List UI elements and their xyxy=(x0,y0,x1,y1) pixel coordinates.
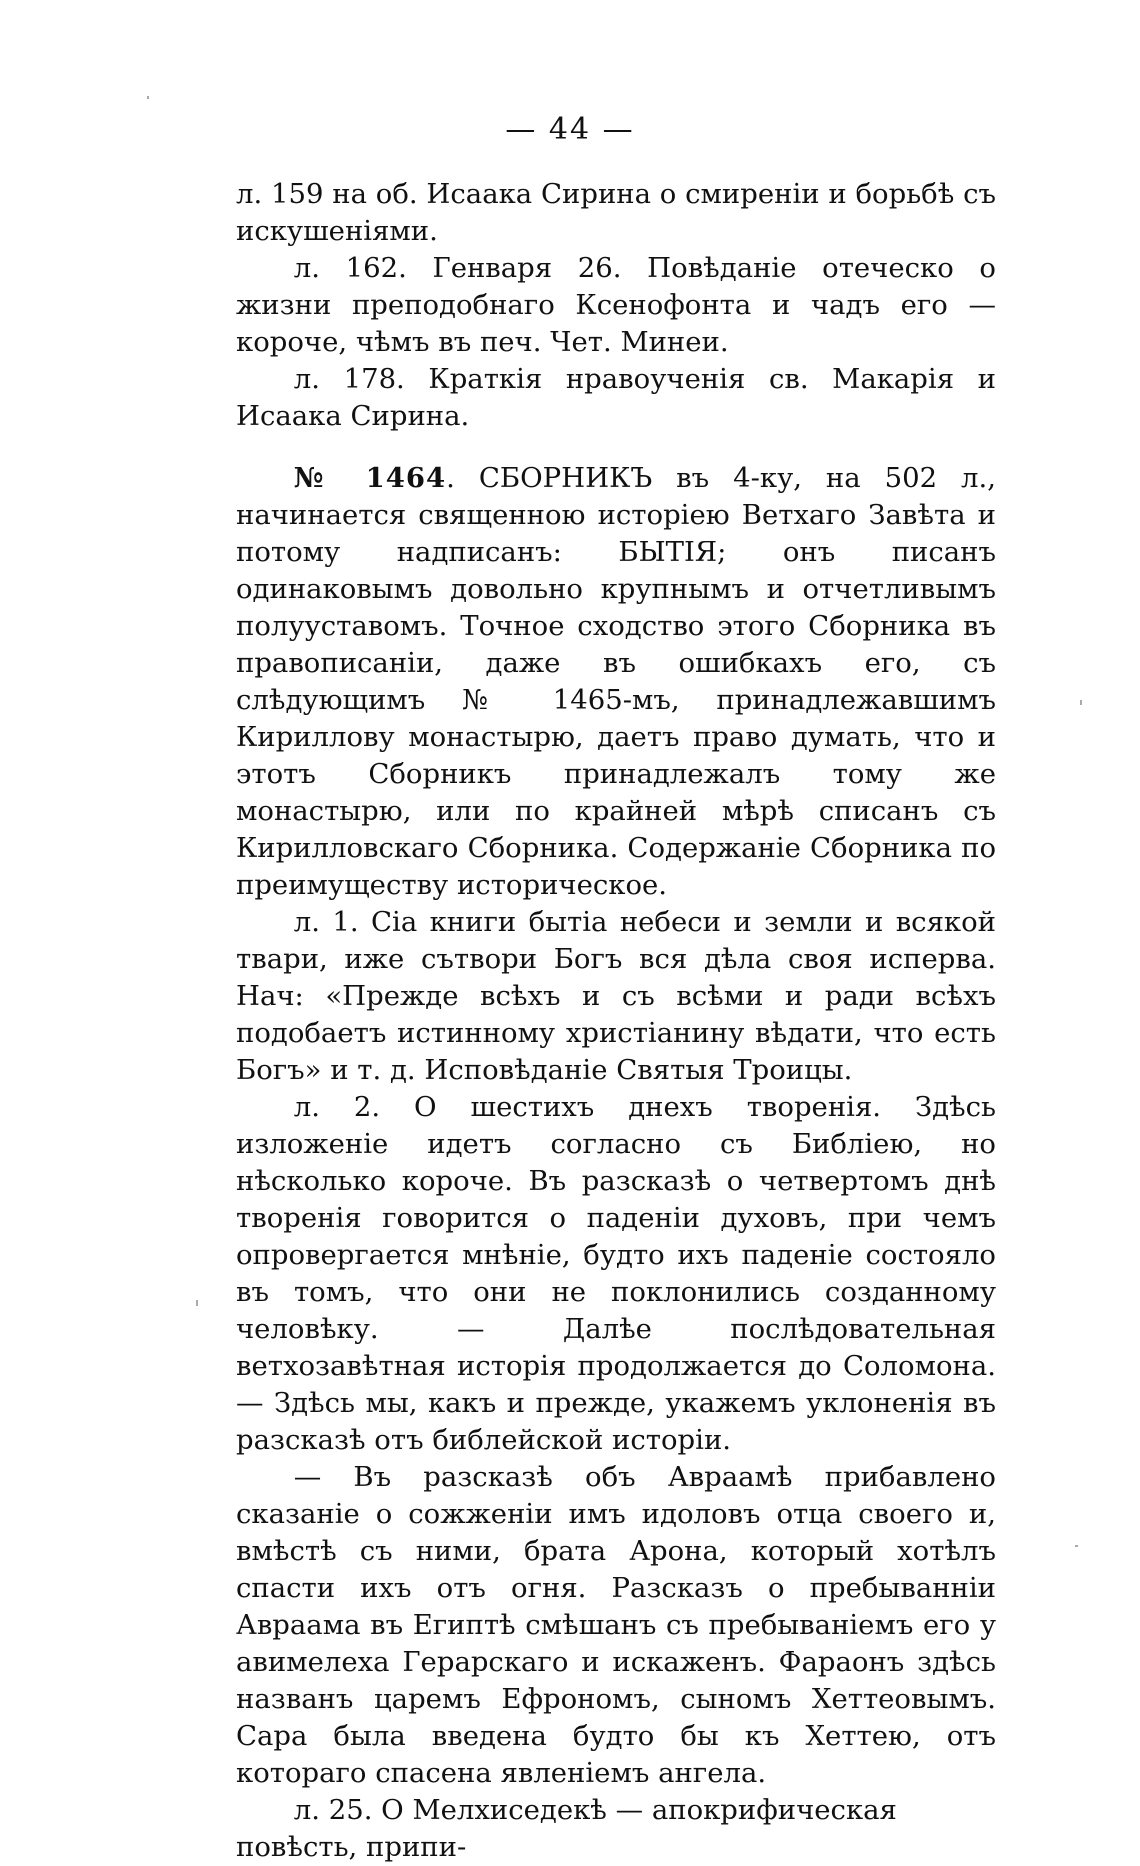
previous-entry-listing xyxy=(236,176,996,435)
entry-line-159: л. 159 на об. Исаака Сирина о смиренiи и борьбѣ съ искушенiями. xyxy=(236,178,996,247)
paper-speck xyxy=(1080,700,1082,705)
manuscript-number: № 1464 xyxy=(293,462,447,494)
folio-note-2: л. 2. О шестихъ днехъ творенiя. Здѣсь изложенiе идетъ согласно съ Библiею, но нѣсколько короче. Въ разсказѣ о четвертомъ днѣ творенiя говорится о паденiи духовъ, при чемъ опровергается мнѣнiе, будто ихъ паденiе состояло въ томъ, что они не поклонились созданному человѣку. — Далѣе послѣдовательная ветхозавѣтная исторiя продолжается до Соломона. — Здѣсь мы, какъ и прежде, укажемъ уклоненiя въ разсказѣ отъ библейской исторiи. xyxy=(236,1091,996,1456)
folio-note-25: л. 25. О Мелхиседекѣ — апокрифическая повѣсть, припи- xyxy=(236,1794,897,1863)
paper-speck xyxy=(196,1300,198,1306)
entry-line-162: л. 162. Генваря 26. Повѣданiе отеческо о жизни преподобнаго Ксенофонта и чадъ его — короче, чѣмъ въ печ. Чет. Минеи. xyxy=(236,252,996,358)
paper-speck xyxy=(147,96,149,99)
entry-line-178: л. 178. Краткiя нравоученiя св. Макарiя и Исаака Сирина. xyxy=(236,363,996,432)
page-number: — 44 — xyxy=(505,112,635,147)
entry-heading-paragraph xyxy=(236,460,996,904)
paper-speck xyxy=(1075,1545,1078,1547)
folio-note-1: л. 1. Сiа книги бытiа небеси и земли и всякой твари, иже сътвори Богъ вся дѣла своя исперва. Нач: «Прежде всѣхъ и съ всѣми и ради всѣхъ подобаетъ истинному христiанину вѣдати, что есть Богъ» и т. д. Исповѣданiе Святыя Троицы. xyxy=(236,906,996,1086)
manuscript-entry-1464 xyxy=(236,460,996,1866)
manuscript-description: . СБОРНИКЪ въ 4-ку, на 502 л., начинается священною исторiею Ветхаго Завѣта и потому надписанъ: БЫТIЯ; онъ писанъ одинаковымъ довольно крупнымъ и отчетливымъ полууставомъ. Точное сходство этого Сборника въ правописанiи, даже въ ошибкахъ его, съ слѣдующимъ № 1465-мъ, принадлежавшимъ Кириллову монастырю, даетъ право думать, что и этотъ Сборникъ принадлежалъ тому же монастырю, или по крайней мѣрѣ списанъ съ Кирилловскаго Сборника. Содержанiе Сборника по преимуществу историческое. xyxy=(236,462,996,901)
abraham-note: — Въ разсказѣ объ Авраамѣ прибавлено сказанiе о сожженiи имъ идоловъ отца своего и, вмѣстѣ съ ними, брата Арона, который хотѣлъ спасти ихъ отъ огня. Разсказъ о пребываннiи Авраама въ Египтѣ смѣшанъ съ пребыванiемъ его у авимелеха Герарскаго и искаженъ. Фараонъ здѣсь названъ царемъ Ефрономъ, сыномъ Хеттеовымъ. Сара была введена будто бы къ Хеттею, отъ котораго спасена явленiемъ ангела. xyxy=(236,1461,996,1789)
